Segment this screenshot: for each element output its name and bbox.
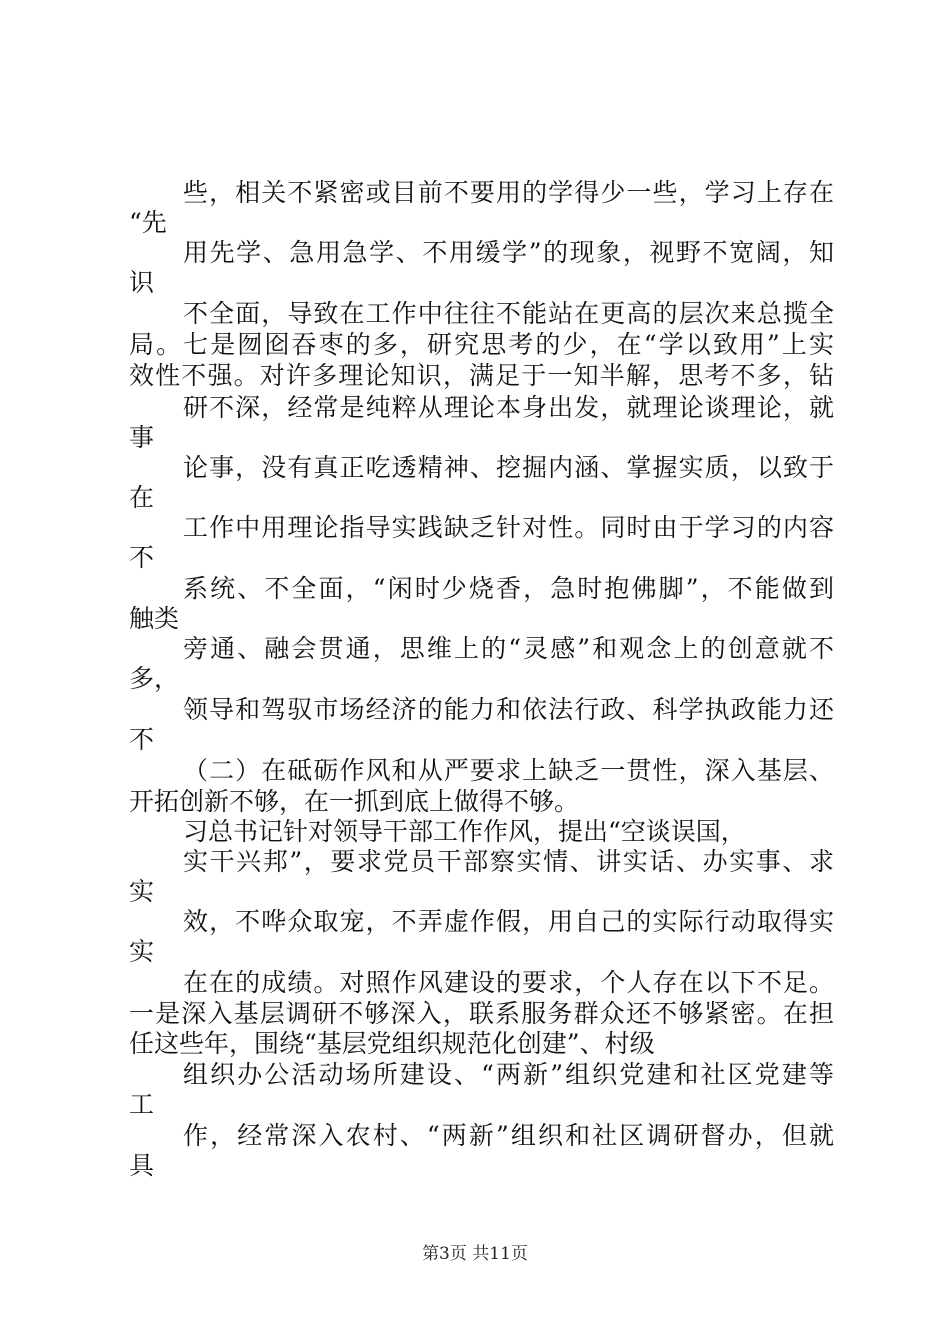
text-line: 任这些年，围绕“基层党组织规范化创建”、村级 [129, 1029, 655, 1058]
text-line: 效，不哗众取宠，不弄虚作假，用自己的实际行动取得实 [183, 907, 834, 936]
text-line: 用先学、急用急学、不用缓学”的现象，视野不宽阔，知 [183, 238, 834, 267]
text-line: 具 [129, 1151, 155, 1180]
text-line: 不 [129, 725, 155, 754]
text-line: 旁通、融会贯通，思维上的“灵感”和观念上的创意就不 [183, 634, 834, 663]
text-line: 系统、不全面，“闲时少烧香，急时抱佛脚”，不能做到 [183, 574, 834, 603]
text-line: 些，相关不紧密或目前不要用的学得少一些，学习上存在 [183, 178, 834, 207]
text-line: 组织办公活动场所建设、“两新”组织党建和社区党建等 [183, 1060, 834, 1089]
text-line: 工 [129, 1090, 155, 1119]
page-number-footer: 第3页 共11页 [422, 1244, 528, 1264]
text-line: 不全面，导致在工作中往往不能站在更高的层次来总揽全 [183, 299, 834, 328]
section-heading-continued: 开拓创新不够，在一抓到底上做得不够。 [129, 787, 580, 816]
text-line: 不 [129, 543, 155, 572]
section-heading: （二）在砥砺作风和从严要求上缺乏一贯性，深入基层、 [183, 756, 834, 785]
text-line: 习总书记针对领导干部工作作风，提出“空谈误国， [183, 817, 746, 846]
text-line: 实 [129, 877, 155, 906]
text-line: 作，经常深入农村、“两新”组织和社区调研督办，但就 [183, 1121, 834, 1150]
text-line: 触类 [129, 604, 180, 633]
text-line: 在 [129, 483, 155, 512]
text-line: 实干兴邦”，要求党员干部察实情、讲实话、办实事、求 [183, 847, 834, 876]
text-line: 在在的成绩。对照作风建设的要求，个人存在以下不足。 [183, 968, 834, 997]
text-line: 论事，没有真正吃透精神、挖掘内涵、掌握实质，以致于 [183, 453, 834, 482]
text-line: “先 [129, 208, 167, 237]
text-line: 事 [129, 423, 155, 452]
text-line: 识 [129, 268, 155, 297]
text-line: 局。七是囫囵吞枣的多，研究思考的少，在“学以致用”上实 [129, 330, 834, 359]
text-line: 实 [129, 937, 155, 966]
text-line: 效性不强。对许多理论知识，满足于一知半解，思考不多，钻 [129, 361, 834, 390]
text-line: 一是深入基层调研不够深入，联系服务群众还不够紧密。在担 [129, 999, 834, 1028]
text-line: 研不深，经常是纯粹从理论本身出发，就理论谈理论，就 [183, 393, 834, 422]
text-line: 领导和驾驭市场经济的能力和依法行政、科学执政能力还 [183, 695, 834, 724]
text-line: 工作中用理论指导实践缺乏针对性。同时由于学习的内容 [183, 513, 834, 542]
text-line: 多， [129, 664, 180, 693]
